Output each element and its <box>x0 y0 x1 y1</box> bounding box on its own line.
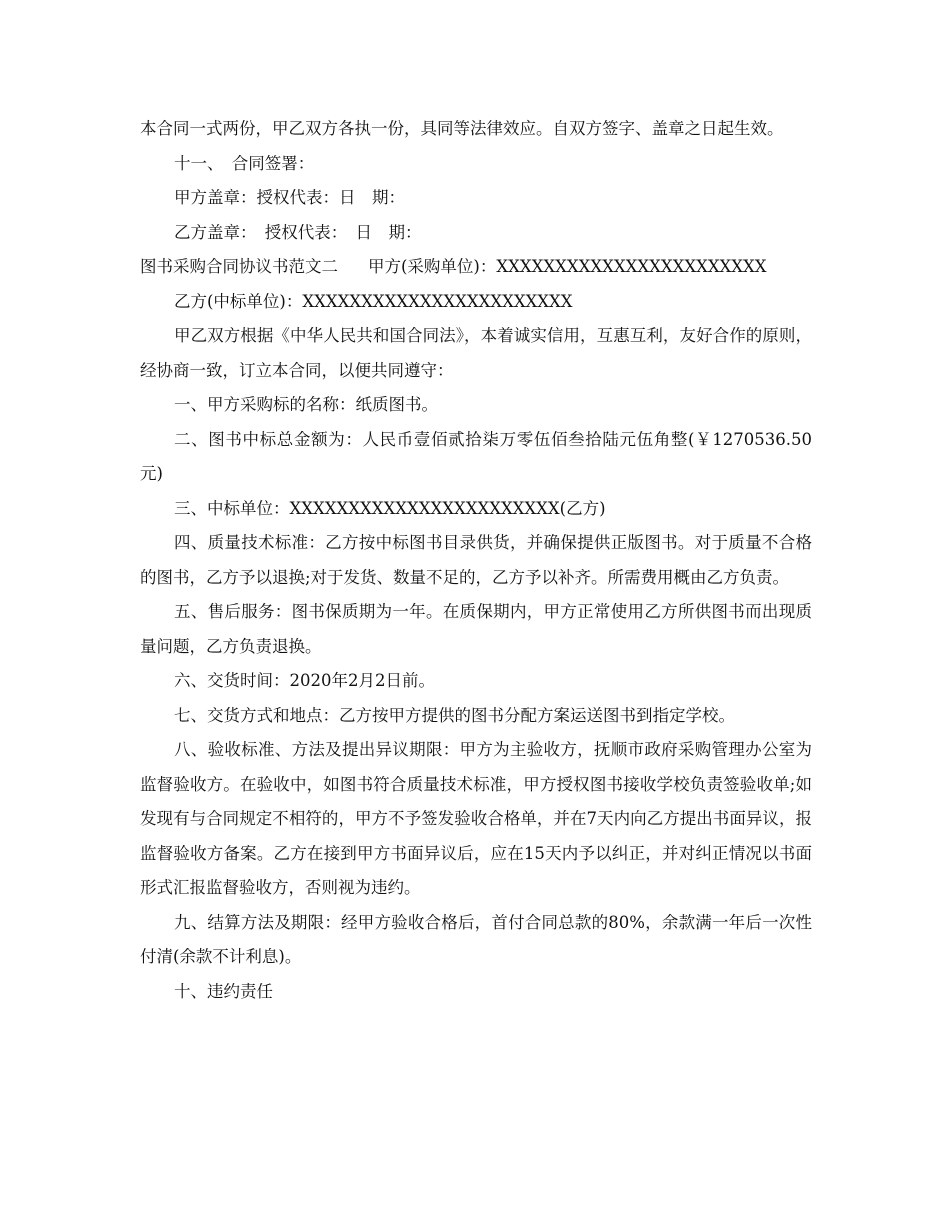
document-body <box>140 112 812 1009</box>
clause-1-subject: 一、甲方采购标的名称：纸质图书。 <box>174 395 438 414</box>
party-a-purchaser: 甲方(采购单位)：XXXXXXXXXXXXXXXXXXXXXXX <box>368 257 767 276</box>
clause-5-after-sales: 五、售后服务：图书保质期为一年。在质保期内，甲方正常使用乙方所供图书而出现质量问题，乙方负责退换。 <box>140 602 812 656</box>
party-b-winner: 乙方(中标单位)：XXXXXXXXXXXXXXXXXXXXXXX <box>174 291 573 311</box>
clause-2-amount: 二、图书中标总金额为：人民币壹佰贰拾柒万零伍佰叁拾陆元伍角整(￥1270536.50元) <box>140 429 812 483</box>
clause-7-delivery-method: 七、交货方式和地点：乙方按甲方提供的图书分配方案运送图书到指定学校。 <box>174 705 735 725</box>
paragraph-validity: 本合同一式两份，甲乙双方各执一份，具同等法律效应。自双方签字、盖章之日起生效。 <box>140 119 784 138</box>
second-contract-title: 图书采购合同协议书范文二 <box>140 257 338 276</box>
clause-10-liability: 十、违约责任 <box>174 981 273 1001</box>
clause-4-quality: 四、质量技术标准：乙方按中标图书目录供货，并确保提供正版图书。对于质量不合格的图书，乙方予以退换;对于发货、数量不足的，乙方予以补齐。所需费用概由乙方负责。 <box>140 533 812 587</box>
clause-3-winner: 三、中标单位：XXXXXXXXXXXXXXXXXXXXXXX(乙方) <box>174 498 606 518</box>
signature-line-party-b: 乙方盖章： 授权代表： 日 期： <box>174 222 422 242</box>
clause-6-delivery-time: 六、交货时间：2020年2月2日前。 <box>174 671 435 690</box>
paragraph-preamble: 甲乙双方根据《中华人民共和国合同法》，本着诚实信用，互惠互利，友好合作的原则，经协商一致，订立本合同，以便共同遵守： <box>140 326 812 380</box>
clause-8-acceptance: 八、验收标准、方法及提出异议期限：甲方为主验收方，抚顺市政府采购管理办公室为监督验收方。在验收中，如图书符合质量技术标准，甲方授权图书接收学校负责签验收单;如发现有与合同规定不相符的，甲方不予签发验收合格单，并在7天内向乙方提出书面异议，报监督验收方备案。乙方在接到甲方书面异议后，应在15天内予以纠正，并对纠正情况以书面形式汇报监督验收方，否则视为违约。 <box>140 740 812 897</box>
section-11-heading: 十一、 合同签署： <box>174 153 315 173</box>
second-contract-title-line <box>140 250 812 285</box>
clause-9-settlement: 九、结算方法及期限：经甲方验收合格后，首付合同总款的80%，余款满一年后一次性付清(余款不计利息)。 <box>140 912 812 966</box>
signature-line-party-a: 甲方盖章：授权代表：日 期： <box>174 188 405 207</box>
